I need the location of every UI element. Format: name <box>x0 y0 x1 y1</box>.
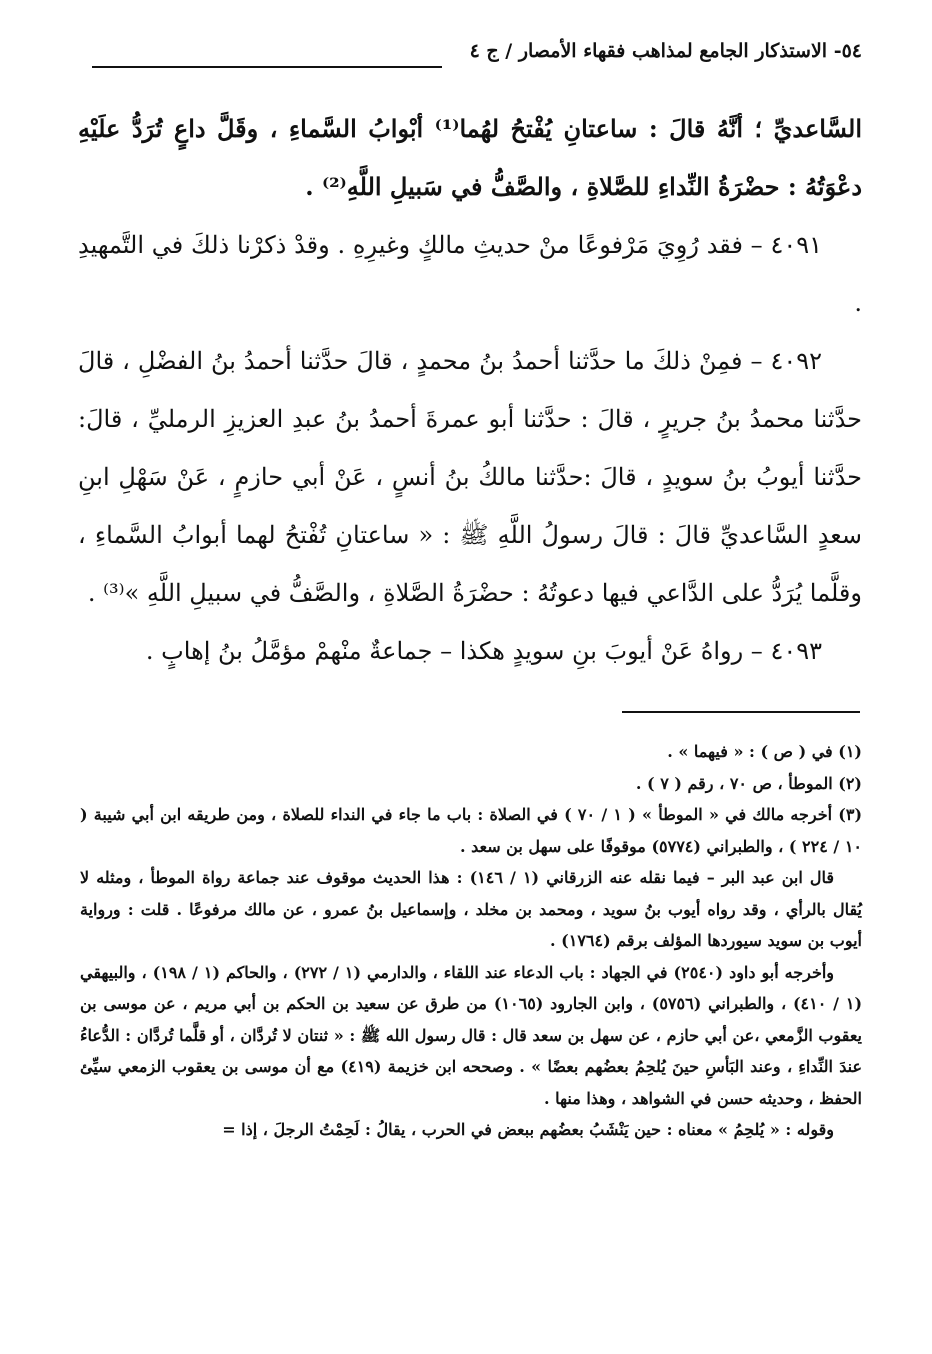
footnote-rule <box>622 711 860 713</box>
main-text <box>78 100 862 680</box>
header-rule <box>92 66 442 68</box>
footnote-2: (٢) الموطأ ، ص ٧٠ ، رقم ( ٧ ) . <box>635 773 862 793</box>
footnote-1: (١) في ( ص ) : « فيهما » . <box>667 742 862 761</box>
paragraph-4091: ٤٠٩١ – فقد رُوِيَ مَرْفوعًا منْ حديثِ مالكٍ وغيرِهِ . وقدْ ذكرْنا ذلكَ في التَّمهيدِ . <box>78 231 862 317</box>
footnote-3-gloss: وقوله : « يُلحِمُ » معناه : حين يَنْشَبُ بعضُهم ببعض في الحرب ، يقالُ : لَحِمْتُ الرجلَ ، إذا = <box>222 1120 834 1139</box>
footnote-3: (٣) أخرجه مالك في « الموطأ » ( ١ / ٧٠ ) في الصلاة : باب ما جاء في النداء للصلاة ، ومن طريقه ابن أبي شيبة ( ١٠ / ٢٢٤ ) ، والطبراني (٥٧٧٤) موقوفًا على سهل بن سعد . <box>80 805 863 856</box>
running-header: ٥٤- الاستذكار الجامع لمذاهب فقهاء الأمصار / ج ٤ <box>469 40 862 62</box>
footnote-3-takhrij: وأخرجه أبو داود (٢٥٤٠) في الجهاد : باب الدعاء عند اللقاء ، والدارمي (١ / ٢٧٢) ، والحاكم (١ / ١٩٨) ، والبيهقي (١ / ٤١٠) ، والطبراني (٥٧٥٦) ، وابن الجارود (١٠٦٥) من طرق عن سعيد بن الحكم بن أبي مريم ، عن موسى بن يعقوب الزَّمعي ،عن أبي حازم ، عن سهل بن سعد قال : قال رسول الله ﷺ : « ثنتان لا تُردَّان ، أو قلَّما تُردَّان : الدُّعاءُ عندَ النِّداءِ ، وعند البَأسِ حينَ يُلحِمُ بعضُهم بعضًا » . وصححه ابن خزيمة (٤١٩) مع أن موسى بن يعقوب الزمعي سيِّئ الحفظ ، وحديثه حسن في الشواهد ، وهذا منها . <box>80 962 863 1108</box>
footnote-3-commentary: قال ابن عبد البر – فيما نقله عنه الزرقاني (١ / ١٤٦) : هذا الحديث موقوف عند جماعة رواة الموطأ ، ومثله لا يُقال بالرأي ، وقد رواه أيوب بنُ سويد ، ومحمد بن مخلد ، وإسماعيل بنُ عمرو ، عن مالك مرفوعًا . قلت : ورواية أيوب بن سويد سيوردها المؤلف برقم (١٧٦٤) . <box>80 868 862 950</box>
paragraph-intro: السَّاعديِّ ؛ أنَّهُ قالَ : ساعتانِ يُفْتحُ لهُما⁽¹⁾ أبْوابُ السَّماءِ ، وقَلَّ داعٍ تُرَدُّ علَيْهِ دعْوَتُهُ : حضْرَةُ النِّداءِ للصَّلاةِ ، والصَّفُّ في سَبيلِ اللَّهِ⁽²⁾ . <box>78 114 862 201</box>
paragraph-4092: ٤٠٩٢ – فمِنْ ذلكَ ما حدَّثنا أحمدُ بنُ محمدٍ ، قالَ حدَّثنا أحمدُ بنُ الفضْلِ ، قالَ حدَّثنا محمدُ بنُ جريرٍ ، قالَ : حدَّثنا أبو عمرةَ أحمدُ بنُ عبدِ العزيزِ الرمليِّ ، قالَ: حدَّثنا أيوبُ بنُ سويدٍ ، قالَ :حدَّثنا مالكُ بنُ أنسٍ ، عَنْ أبي حازمٍ ، عَنْ سَهْلِ ابنِ سعدٍ السَّاعديِّ قالَ : قالَ رسولُ اللَّهِ ﷺ : « ساعتانِ تُفْتحُ لهما أبوابُ السَّماءِ ، وقلَّما يُرَدُّ على الدَّاعي فيها دعوتُهُ : حضْرَةُ الصَّلاةِ ، والصَّفُّ في سبيلِ اللَّهِ »⁽³⁾ . <box>78 347 862 607</box>
footnotes <box>80 736 862 1146</box>
paragraph-4093: ٤٠٩٣ – رواهُ عَنْ أيوبَ بنِ سويدٍ هكذا – جماعةٌ منْهمْ مؤمَّلُ بنُ إهابٍ . <box>145 637 822 665</box>
